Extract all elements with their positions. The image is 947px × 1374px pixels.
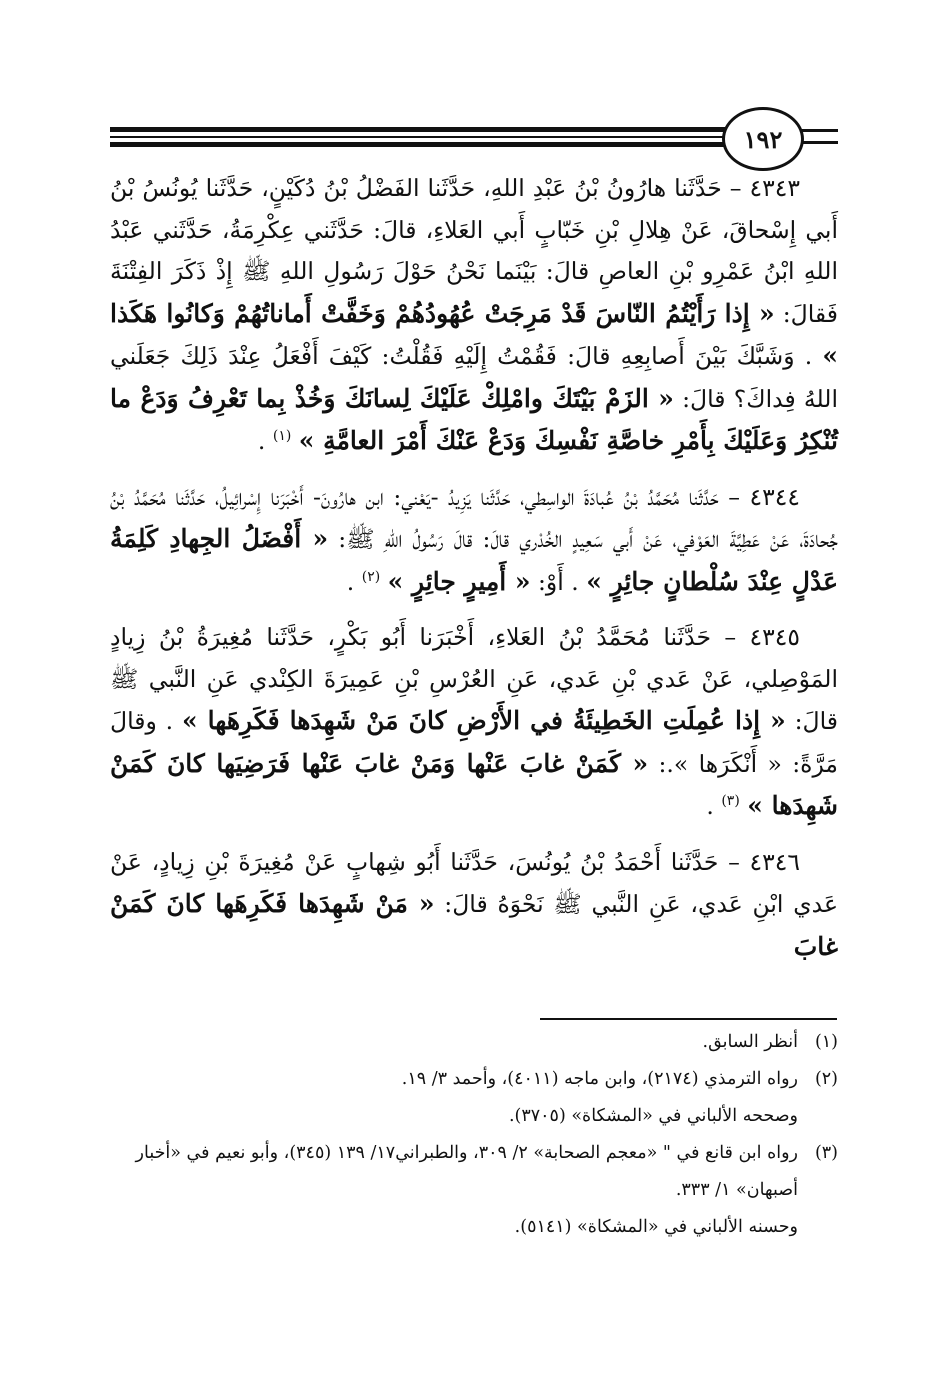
footnote-number: (٣) (814, 1143, 838, 1163)
header-rule-bottom (110, 142, 730, 147)
footnote-number: (١) (814, 1032, 838, 1052)
footnote-text: وصححه الألباني في «المشكاة» (٣٧٠٥). (508, 1106, 798, 1126)
hadith-isnad: ٤٣٤٤ – حَدَّثَنا مُحَمَّدُ بْنُ عُبادَةَ الواسِطي، حَدَّثَنا يَزِيدُ -يَعْني: ابن هارُونَ- أَخْبَرَنا إِسْرائِيلُ، حَدَّثَنا مُحَمَّدُ بْنُ جُحادَةَ، عَنْ عَطِيَّةَ العَوْفي، عَنْ أَبي سَعِيدٍ الخُدْري قالَ: قالَ رَسُولُ اللهِ ﷺ: (110, 482, 838, 553)
hadith-quote: « أَمِيرٍ جائِرٍ » (387, 566, 531, 596)
hadith-isnad: ٤٣٤٦ – حَدَّثَنا أَحْمَدُ بْنُ يُونُسَ، حَدَّثَنا أَبُو شِهابٍ عَنْ مُغِيرَةَ بْنِ زِيادٍ، عَنْ عَدي ابْنِ عَدي، عَنِ النَّبي ﷺ نَحْوَهُ قالَ: (110, 847, 838, 918)
hadith-narration: . وَشَبَّكَ بَيْنَ أَصابِعِهِ قالَ: فَقُمْتُ إِلَيْهِ فَقُلْتُ: كَيْفَ أَفْعَلُ عِنْدَ ذَلِكَ جَعَلَني اللهُ فِداكَ؟ قالَ: (110, 342, 838, 413)
hadith-4344 (110, 477, 838, 604)
main-text (110, 168, 838, 982)
hadith-4343 (110, 168, 838, 463)
hadith-narration: . وقالَ مَرَّةً: « أَنْكَرَها ».: (110, 707, 838, 778)
hadith-quote: « إِذا عُمِلَتِ الخَطِيئَةُ في الأَرْضِ كانَ مَنْ شَهِدَها فَكَرِهَها » (181, 706, 786, 735)
footnote-text: رواه الترمذي (٢١٧٤)، وابن ماجه (٤٠١١)، وأحمد ٣/ ١٩. (401, 1069, 798, 1089)
footnote-text: وحسنه الألباني في «المشكاة» (٥١٤١). (514, 1217, 798, 1237)
footnote-marker: (١) (272, 428, 292, 445)
header-rule-right-bottom (800, 141, 838, 144)
footnote-marker: (٣) (721, 793, 740, 810)
hadith-quote: « إِذا رَأَيْتُمُ النّاسَ قَدْ مَرِجَتْ عُهُودُهُمْ وَخَفَّتْ أَماناتُهُمْ وَكانُوا هَكَذا » (110, 298, 838, 370)
header-rule-top (110, 127, 730, 132)
hadith-end: . (257, 427, 266, 455)
footnote-text: أنظر السابق. (702, 1032, 798, 1052)
footnotes (110, 1024, 838, 1246)
footnote-2 (110, 1061, 838, 1135)
hadith-4345 (110, 617, 838, 828)
hadith-isnad: ٤٣٤٣ – حَدَّثَنا هارُونُ بْنُ عَبْدِ اللهِ، حَدَّثَنا الفَضْلُ بْنُ دُكَيْنٍ، حَدَّثَنا يُونُسُ بْنُ أَبي إِسْحاقَ، عَنْ هِلالِ بْنِ خَبّابٍ أَبي العَلاءِ، قالَ: حَدَّثَني عِكْرِمَةُ، حَدَّثَني عَبْدُ اللهِ ابْنُ عَمْرِو بْنِ العاصِ قالَ: بَيْنَما نَحْنُ حَوْلَ رَسُولِ اللهِ ﷺ إِذْ ذَكَرَ الفِتْنَةَ فَقالَ: (110, 174, 838, 328)
hadith-quote: « مَنْ شَهِدَها فَكَرِهَها كانَ كَمَنْ غابَ (110, 889, 838, 961)
hadith-isnad: ٤٣٤٥ – حَدَّثَنا مُحَمَّدُ بْنُ العَلاءِ، أَخْبَرَنا أَبُو بَكْرٍ، حَدَّثَنا مُغِيرَةُ بْنُ زِيادٍ المَوْصِلي، عَنْ عَدي بْنِ عَدي، عَنِ العُرْسِ بْنِ عَمِيرَةَ الكِنْدي عَنِ النَّبي ﷺ قالَ: (110, 623, 838, 735)
footnote-1 (110, 1024, 838, 1061)
header-rule-middle (110, 136, 730, 138)
hadith-quote: « كَمَنْ غابَ عَنْها وَمَنْ غابَ عَنْها فَرَضِيَها كانَ كَمَنْ شَهِدَها » (110, 748, 838, 820)
footnote-text: رواه ابن قانع في " «معجم الصحابة» ٢/ ٣٠٩، والطبراني١٧/ ١٣٩ (٣٤٥)، وأبو نعيم في «أخبار أصبهان» ١/ ٣٣٣. (135, 1143, 798, 1200)
hadith-4346 (110, 842, 838, 969)
hadith-end: . (706, 792, 714, 820)
header-rule-right-top (800, 129, 838, 132)
footnote-number: (٢) (814, 1069, 838, 1089)
hadith-quote: « أَفْضَلُ الجِهادِ كَلِمَةُ عَدْلٍ عِنْدَ سُلْطانٍ جائِرٍ » (110, 524, 838, 596)
hadith-quote: « الزَمْ بَيْتَكَ وامْلِكْ عَلَيْكَ لِسانَكَ وَخُذْ بِما تَعْرِفُ وَدَعْ ما تُنْكِرُ وَعَلَيْكَ بِأَمْرِ خاصَّةِ نَفْسِكَ وَدَعْ عَنْكَ أَمْرَ العامَّةِ » (110, 383, 838, 455)
page-header (110, 105, 838, 165)
hadith-end: . (346, 567, 355, 596)
page-number: ١٩٢ (722, 107, 804, 171)
footnote-3 (110, 1135, 838, 1246)
footnote-marker: (٢) (361, 568, 381, 585)
footnote-divider (540, 1018, 837, 1020)
hadith-narration: . أَوْ: (530, 567, 579, 596)
